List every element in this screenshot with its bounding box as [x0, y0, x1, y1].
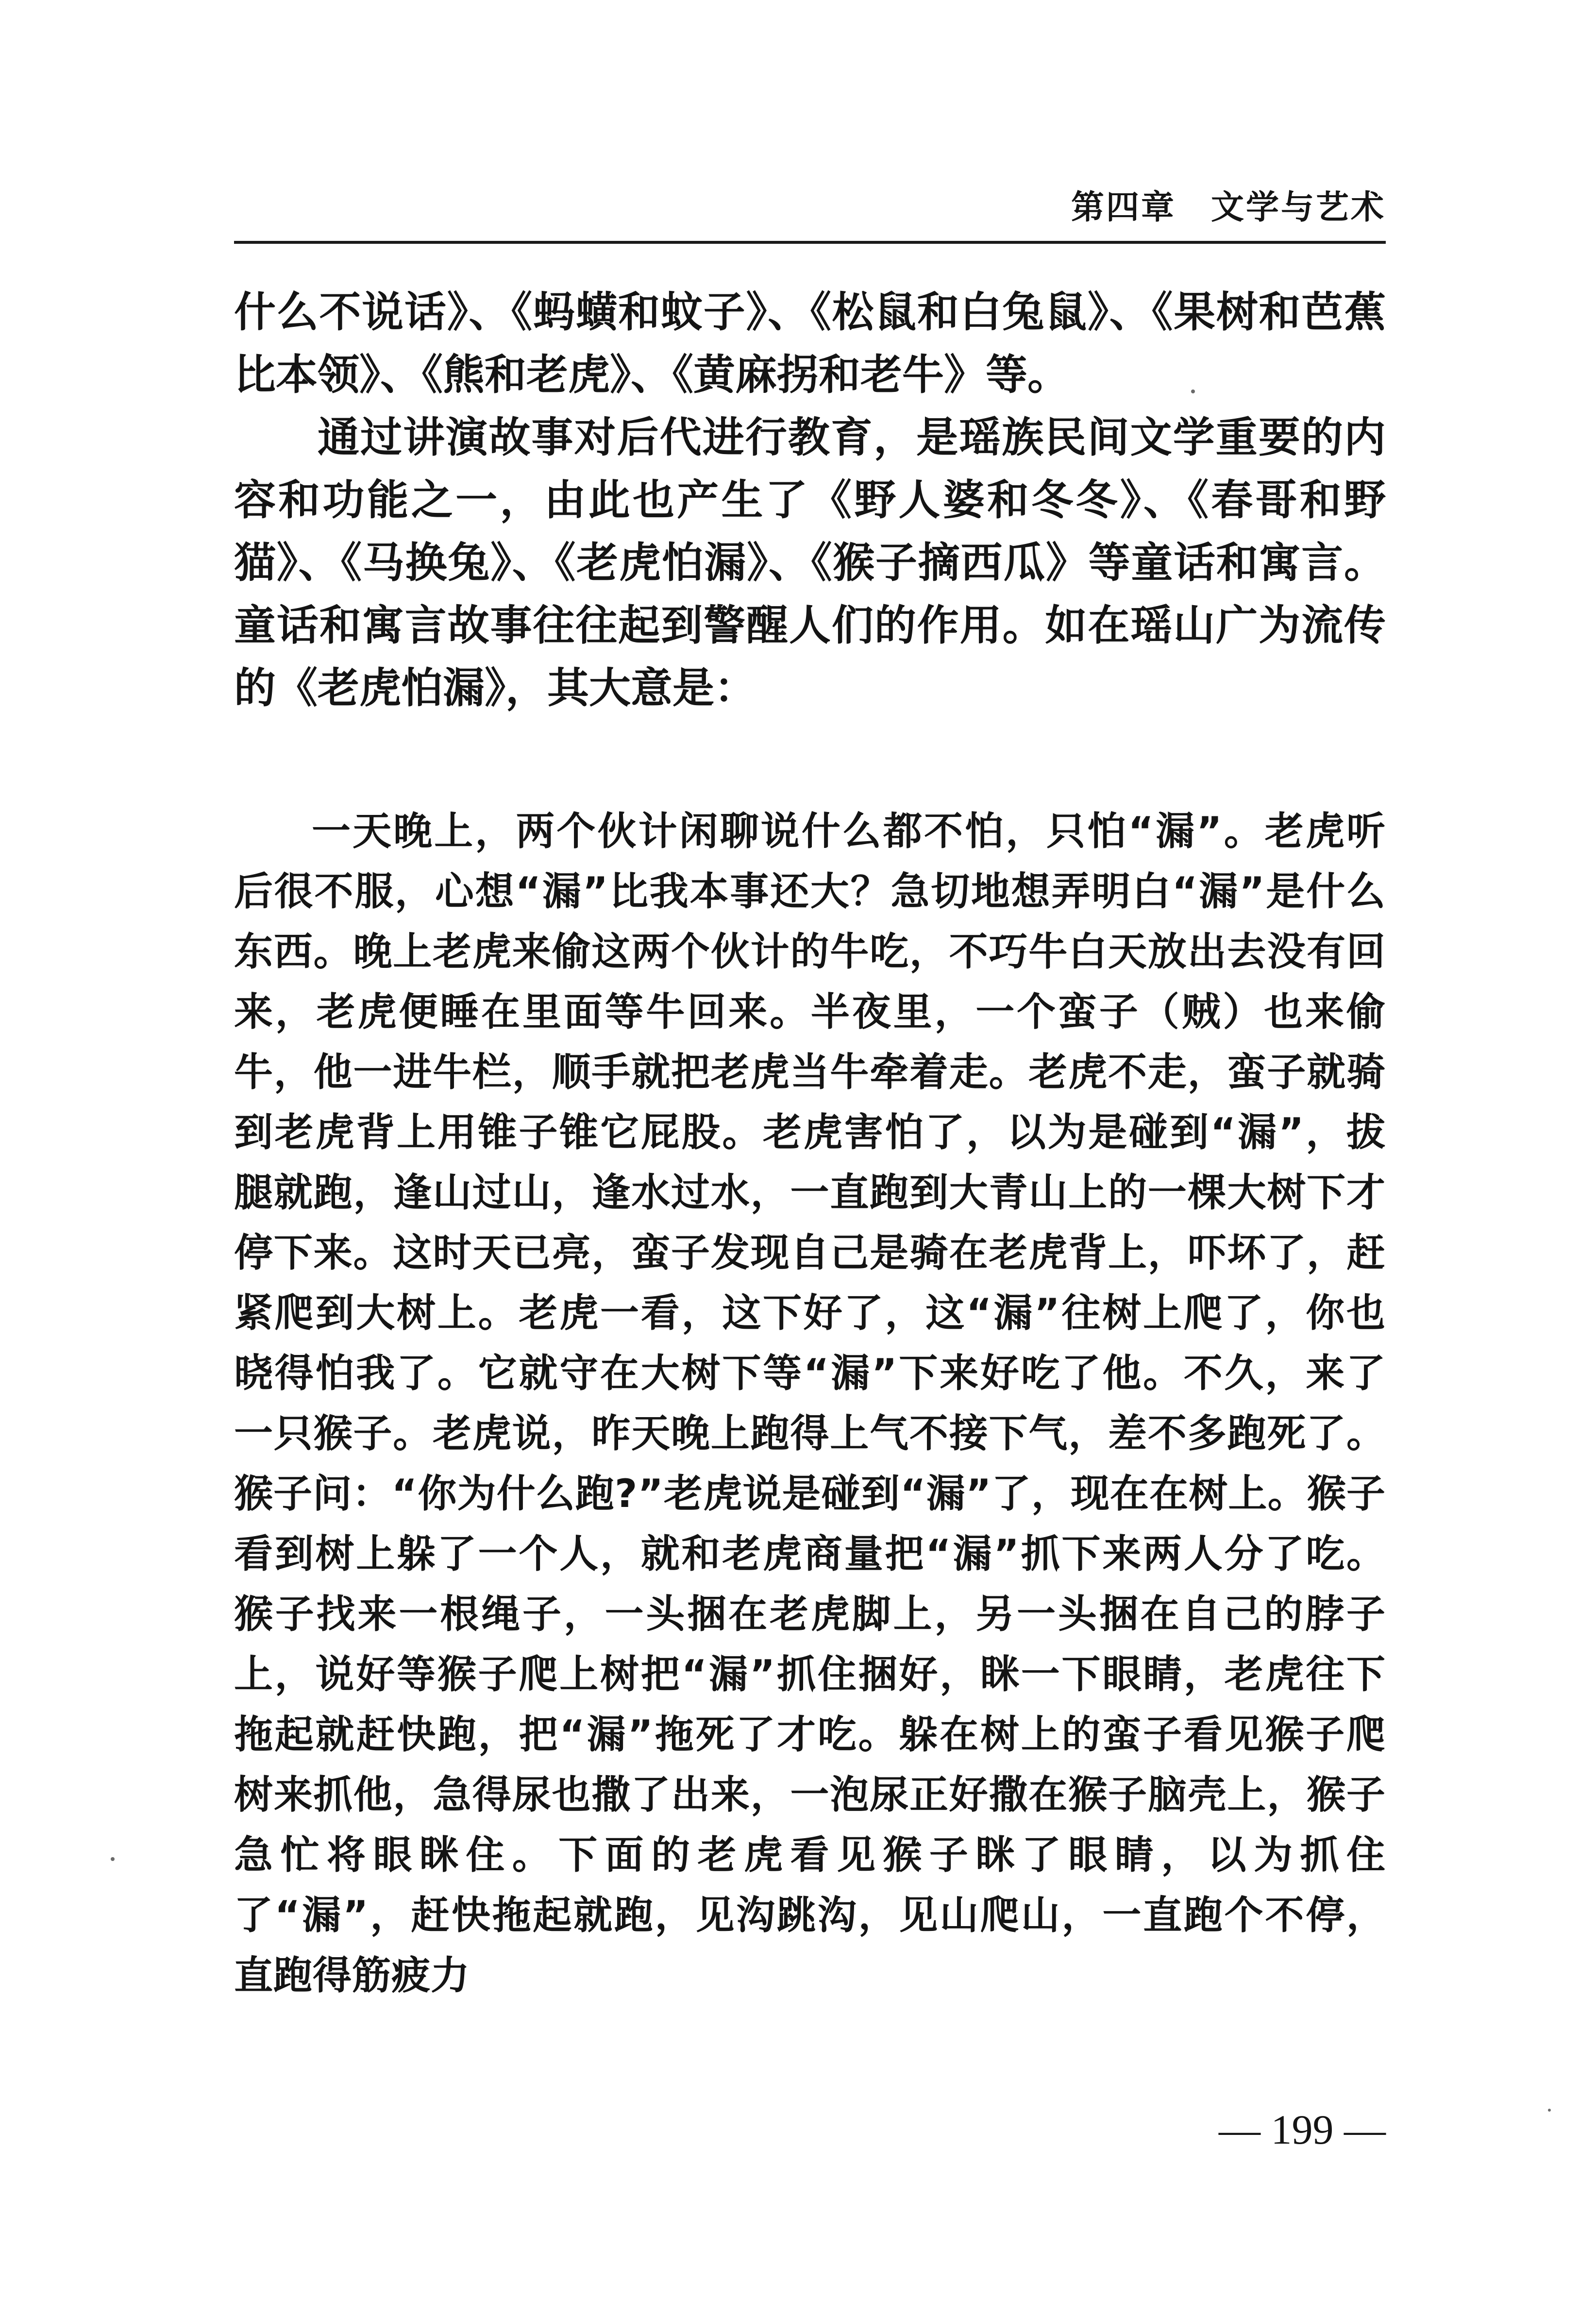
intro-paragraph-1: 什么不说话》、《蚂蟥和蚊子》、《松鼠和白兔鼠》、《果树和芭蕉比本领》、《熊和老虎》、《黄麻拐和老牛》等。 [234, 288, 1386, 399]
story-excerpt [234, 801, 1386, 2006]
running-header [234, 181, 1386, 234]
chapter-title: 第四章 文学与艺术 [1071, 188, 1386, 227]
story-paragraph: 一天晚上，两个伙计闲聊说什么都不怕，只怕“漏”。老虎听后很不服，心想“漏”比我本事还大？急切地想弄明白“漏”是什么东西。晚上老虎来偷这两个伙计的牛吃，不巧牛白天放出去没有回来，老虎便睡在里面等牛回来。半夜里，一个蛮子（贼）也来偷牛，他一进牛栏，顺手就把老虎当牛牵着走。老虎不走，蛮子就骑到老虎背上用锥子锥它屁股。老虎害怕了，以为是碰到“漏”，拔腿就跑，逢山过山，逢水过水，一直跑到大青山上的一棵大树下才停下来。这时天已亮，蛮子发现自己是骑在老虎背上，吓坏了，赶紧爬到大树上。老虎一看，这下好了，这“漏”往树上爬了，你也晓得怕我了。它就守在大树下等“漏”下来好吃了他。不久，来了一只猴子。老虎说，昨天晚上跑得上气不接下气，差不多跑死了。猴子问：“你为什么跑?”老虎说是碰到“漏”了，现在在树上。猴子看到树上躲了一个人，就和老虎商量把“漏”抓下来两人分了吃。猴子找来一根绳子，一头捆在老虎脚上，另一头捆在自己的脖子上，说好等猴子爬上树把“漏”抓住捆好，眯一下眼睛，老虎往下拖起就赶快跑，把“漏”拖死了才吃。躲在树上的蛮子看见猴子爬树来抓他，急得尿也撒了出来，一泡尿正好撒在猴子脑壳上，猴子急忙将眼眯住。下面的老虎看见猴子眯了眼睛，以为抓住了“漏”，赶快拖起就跑，见沟跳沟，见山爬山，一直跑个不停，直跑得筋疲力 [234, 809, 1386, 1998]
scan-speck [111, 1857, 115, 1861]
page-number: — 199 — [1219, 2106, 1386, 2153]
intro-paragraph-2: 通过讲演故事对后代进行教育，是瑶族民间文学重要的内容和功能之一，由此也产生了《野人婆和冬冬》、《春哥和野猫》、《马换兔》、《老虎怕漏》、《猴子摘西瓜》等童话和寓言。童话和寓言故事往往起到警醒人们的作用。如在瑶山广为流传的《老虎怕漏》，其大意是： [234, 413, 1386, 712]
scan-speck [1548, 2109, 1551, 2112]
header-rule [234, 241, 1386, 244]
intro-text [234, 281, 1386, 719]
scan-speck [1191, 389, 1195, 393]
